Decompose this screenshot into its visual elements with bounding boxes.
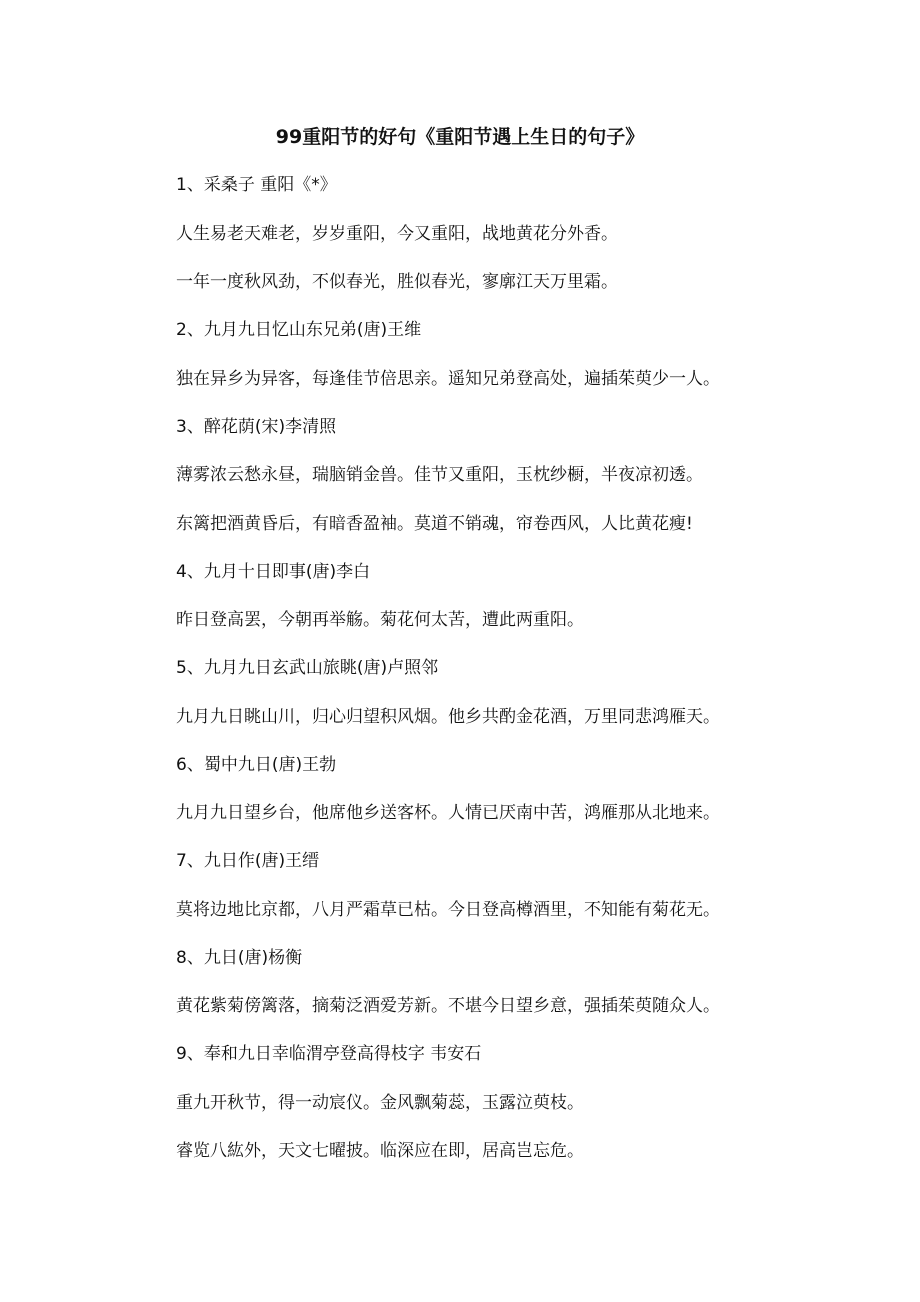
poem-heading-3: 3、醉花荫(宋)李清照 <box>176 417 337 437</box>
poem-heading-9: 9、奉和九日幸临渭亭登高得枝字 韦安石 <box>176 1044 482 1064</box>
poem-text-line: 昨日登高罢，今朝再举觞。菊花何太苦，遭此两重阳。 <box>176 610 584 630</box>
poem-text-line: 人生易老天难老，岁岁重阳，今又重阳，战地黄花分外香。 <box>176 224 618 244</box>
poem-heading-8: 8、九日(唐)杨衡 <box>176 948 303 968</box>
poem-text-line: 睿览八紘外，天文七曜披。临深应在即，居高岂忘危。 <box>176 1141 584 1161</box>
poem-heading-5: 5、九月九日玄武山旅眺(唐)卢照邻 <box>176 658 439 678</box>
poem-text-line: 九月九日望乡台，他席他乡送客杯。人情已厌南中苦，鸿雁那从北地来。 <box>176 803 720 823</box>
poem-text-line: 一年一度秋风劲，不似春光，胜似春光，寥廓江天万里霜。 <box>176 272 618 292</box>
poem-text-line: 九月九日眺山川，归心归望积风烟。他乡共酌金花酒，万里同悲鸿雁天。 <box>176 707 720 727</box>
poem-text-line: 黄花紫菊傍篱落，摘菊泛酒爱芳新。不堪今日望乡意，强插茱萸随众人。 <box>176 996 720 1016</box>
document-title: 99重阳节的好句《重阳节遇上生日的句子》 <box>275 126 645 148</box>
poem-heading-7: 7、九日作(唐)王缙 <box>176 851 320 871</box>
poem-heading-4: 4、九月十日即事(唐)李白 <box>176 562 371 582</box>
poem-text-line: 独在异乡为异客，每逢佳节倍思亲。遥知兄弟登高处，遍插茱萸少一人。 <box>176 369 720 389</box>
poem-text-line: 重九开秋节，得一动宸仪。金风飘菊蕊，玉露泣萸枝。 <box>176 1093 584 1113</box>
poem-heading-6: 6、蜀中九日(唐)王勃 <box>176 755 337 775</box>
poem-text-line: 莫将边地比京都，八月严霜草已枯。今日登高樽酒里，不知能有菊花无。 <box>176 900 720 920</box>
poem-heading-2: 2、九月九日忆山东兄弟(唐)王维 <box>176 320 422 340</box>
poem-text-line: 薄雾浓云愁永昼，瑞脑销金兽。佳节又重阳，玉枕纱橱，半夜凉初透。 <box>176 465 703 485</box>
poem-text-line: 东篱把酒黄昏后，有暗香盈袖。莫道不销魂，帘卷西风，人比黄花瘦! <box>176 514 693 534</box>
poem-heading-1: 1、采桑子 重阳《*》 <box>176 175 337 195</box>
